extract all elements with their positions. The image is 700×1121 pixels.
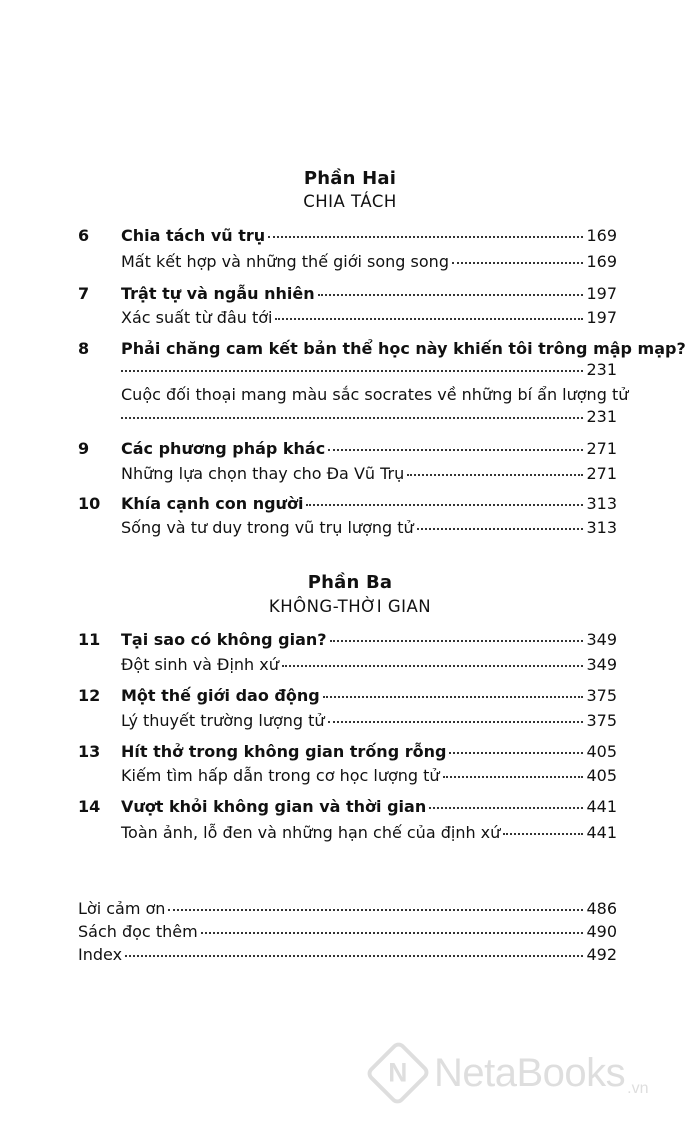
chapter-title: Hít thở trong không gian trống rỗng bbox=[121, 742, 447, 761]
toc-subentry-chapter-13[interactable] bbox=[121, 766, 617, 786]
toc-subentry-chapter-10[interactable] bbox=[121, 518, 617, 538]
logo-suffix: .vn bbox=[627, 1080, 649, 1097]
dot-leader bbox=[318, 294, 584, 296]
toc-entry-chapter-14[interactable] bbox=[121, 797, 617, 817]
subtitle: Sống và tư duy trong vũ trụ lượng tử bbox=[121, 518, 414, 537]
toc-subentry-chapter-7[interactable] bbox=[121, 308, 617, 328]
dot-leader bbox=[328, 721, 584, 723]
page-number: 271 bbox=[586, 439, 617, 458]
subtitle: Cuộc đối thoại mang màu sắc socrates về những bí ẩn lượng tử bbox=[121, 385, 629, 404]
chapter-title: Tại sao có không gian? bbox=[121, 630, 327, 649]
toc-subentry-chapter-12[interactable] bbox=[121, 711, 617, 731]
dot-leader bbox=[282, 665, 584, 667]
dot-leader bbox=[328, 449, 583, 451]
page-number: 231 bbox=[586, 407, 617, 426]
netabooks-watermark-logo bbox=[368, 1042, 649, 1104]
dot-leader bbox=[168, 909, 583, 911]
page-number: 169 bbox=[586, 226, 617, 245]
toc-subentry-chapter-8-leader bbox=[121, 407, 617, 427]
dot-leader bbox=[443, 776, 584, 778]
chapter-number: 8 bbox=[78, 339, 90, 358]
toc-entry-chapter-9[interactable] bbox=[121, 439, 617, 459]
subtitle: Những lựa chọn thay cho Đa Vũ Trụ bbox=[121, 464, 405, 483]
chapter-title: Các phương pháp khác bbox=[121, 439, 326, 458]
toc-subentry-chapter-9[interactable] bbox=[121, 464, 617, 484]
page-number: 349 bbox=[586, 655, 617, 674]
dot-leader bbox=[429, 807, 583, 809]
dot-leader bbox=[417, 528, 584, 530]
dot-leader bbox=[268, 236, 583, 238]
page-number: 197 bbox=[586, 284, 617, 303]
entry-title: Lời cảm ơn bbox=[78, 899, 166, 918]
page-number: 441 bbox=[586, 823, 617, 842]
toc-entry-chapter-8[interactable] bbox=[121, 339, 686, 359]
page-number: 492 bbox=[586, 945, 617, 964]
dot-leader bbox=[125, 955, 583, 957]
logo-badge-icon: N bbox=[364, 1039, 431, 1106]
part-three-subtitle: KHÔNG-THỜI GIAN bbox=[268, 597, 432, 616]
chapter-number: 7 bbox=[78, 284, 90, 303]
page-number: 197 bbox=[586, 308, 617, 327]
dot-leader bbox=[201, 932, 584, 934]
dot-leader bbox=[275, 318, 583, 320]
page-number: 375 bbox=[586, 711, 617, 730]
chapter-number: 9 bbox=[78, 439, 90, 458]
toc-entry-chapter-6[interactable] bbox=[121, 226, 617, 246]
page-number: 490 bbox=[586, 922, 617, 941]
toc-entry-chapter-11[interactable] bbox=[121, 630, 617, 650]
toc-entry-index[interactable] bbox=[78, 945, 617, 965]
page-number: 313 bbox=[586, 518, 617, 537]
toc-entry-chapter-7[interactable] bbox=[121, 284, 617, 304]
entry-title: Sách đọc thêm bbox=[78, 922, 198, 941]
toc-subentry-chapter-8[interactable] bbox=[121, 385, 629, 405]
toc-entry-chapter-12[interactable] bbox=[121, 686, 617, 706]
page-number: 405 bbox=[586, 742, 617, 761]
page-number: 441 bbox=[586, 797, 617, 816]
toc-entry-acknowledgements[interactable] bbox=[78, 899, 617, 919]
chapter-title: Một thế giới dao động bbox=[121, 686, 320, 705]
chapter-title: Khía cạnh con người bbox=[121, 494, 304, 513]
page-number: 271 bbox=[586, 464, 617, 483]
dot-leader bbox=[452, 262, 583, 264]
dot-leader bbox=[306, 504, 583, 506]
dot-leader bbox=[330, 640, 584, 642]
toc-entry-chapter-13[interactable] bbox=[121, 742, 617, 762]
subtitle: Xác suất từ đâu tới bbox=[121, 308, 273, 327]
dot-leader bbox=[323, 696, 584, 698]
subtitle: Kiếm tìm hấp dẫn trong cơ học lượng tử bbox=[121, 766, 440, 785]
page-number: 231 bbox=[586, 360, 617, 379]
chapter-number: 10 bbox=[78, 494, 101, 513]
chapter-title: Trật tự và ngẫu nhiên bbox=[121, 284, 315, 303]
chapter-title: Vượt khỏi không gian và thời gian bbox=[121, 797, 427, 816]
dot-leader bbox=[121, 370, 583, 372]
toc-entry-chapter-8-leader bbox=[121, 360, 617, 380]
chapter-number: 13 bbox=[78, 742, 101, 761]
page-number: 169 bbox=[586, 252, 617, 271]
part-two-subtitle: CHIA TÁCH bbox=[303, 192, 397, 211]
subtitle: Toàn ảnh, lỗ đen và những hạn chế của định xứ bbox=[121, 823, 501, 842]
chapter-number: 12 bbox=[78, 686, 101, 705]
toc-entry-chapter-10[interactable] bbox=[121, 494, 617, 514]
dot-leader bbox=[449, 752, 583, 754]
dot-leader bbox=[503, 833, 583, 835]
page-number: 349 bbox=[586, 630, 617, 649]
page-number: 405 bbox=[586, 766, 617, 785]
subtitle: Đột sinh và Định xứ bbox=[121, 655, 279, 674]
part-two-title: Phần Hai bbox=[303, 168, 397, 189]
toc-entry-further-reading[interactable] bbox=[78, 922, 617, 942]
toc-subentry-chapter-6[interactable] bbox=[121, 252, 617, 272]
subtitle: Mất kết hợp và những thế giới song song bbox=[121, 252, 449, 271]
chapter-title: Phải chăng cam kết bản thể học này khiến tôi trông mập mạp? bbox=[121, 339, 686, 358]
subtitle: Lý thuyết trường lượng tử bbox=[121, 711, 325, 730]
dot-leader bbox=[121, 417, 583, 419]
toc-subentry-chapter-14[interactable] bbox=[121, 823, 617, 843]
chapter-number: 11 bbox=[78, 630, 101, 649]
chapter-number: 14 bbox=[78, 797, 101, 816]
part-three-title: Phần Ba bbox=[307, 572, 393, 593]
chapter-number: 6 bbox=[78, 226, 90, 245]
toc-subentry-chapter-11[interactable] bbox=[121, 655, 617, 675]
page-number: 375 bbox=[586, 686, 617, 705]
logo-name: NetaBooks bbox=[434, 1050, 626, 1095]
page-number: 486 bbox=[586, 899, 617, 918]
entry-title: Index bbox=[78, 945, 123, 964]
page-number: 313 bbox=[586, 494, 617, 513]
dot-leader bbox=[407, 474, 583, 476]
chapter-title: Chia tách vũ trụ bbox=[121, 226, 266, 245]
